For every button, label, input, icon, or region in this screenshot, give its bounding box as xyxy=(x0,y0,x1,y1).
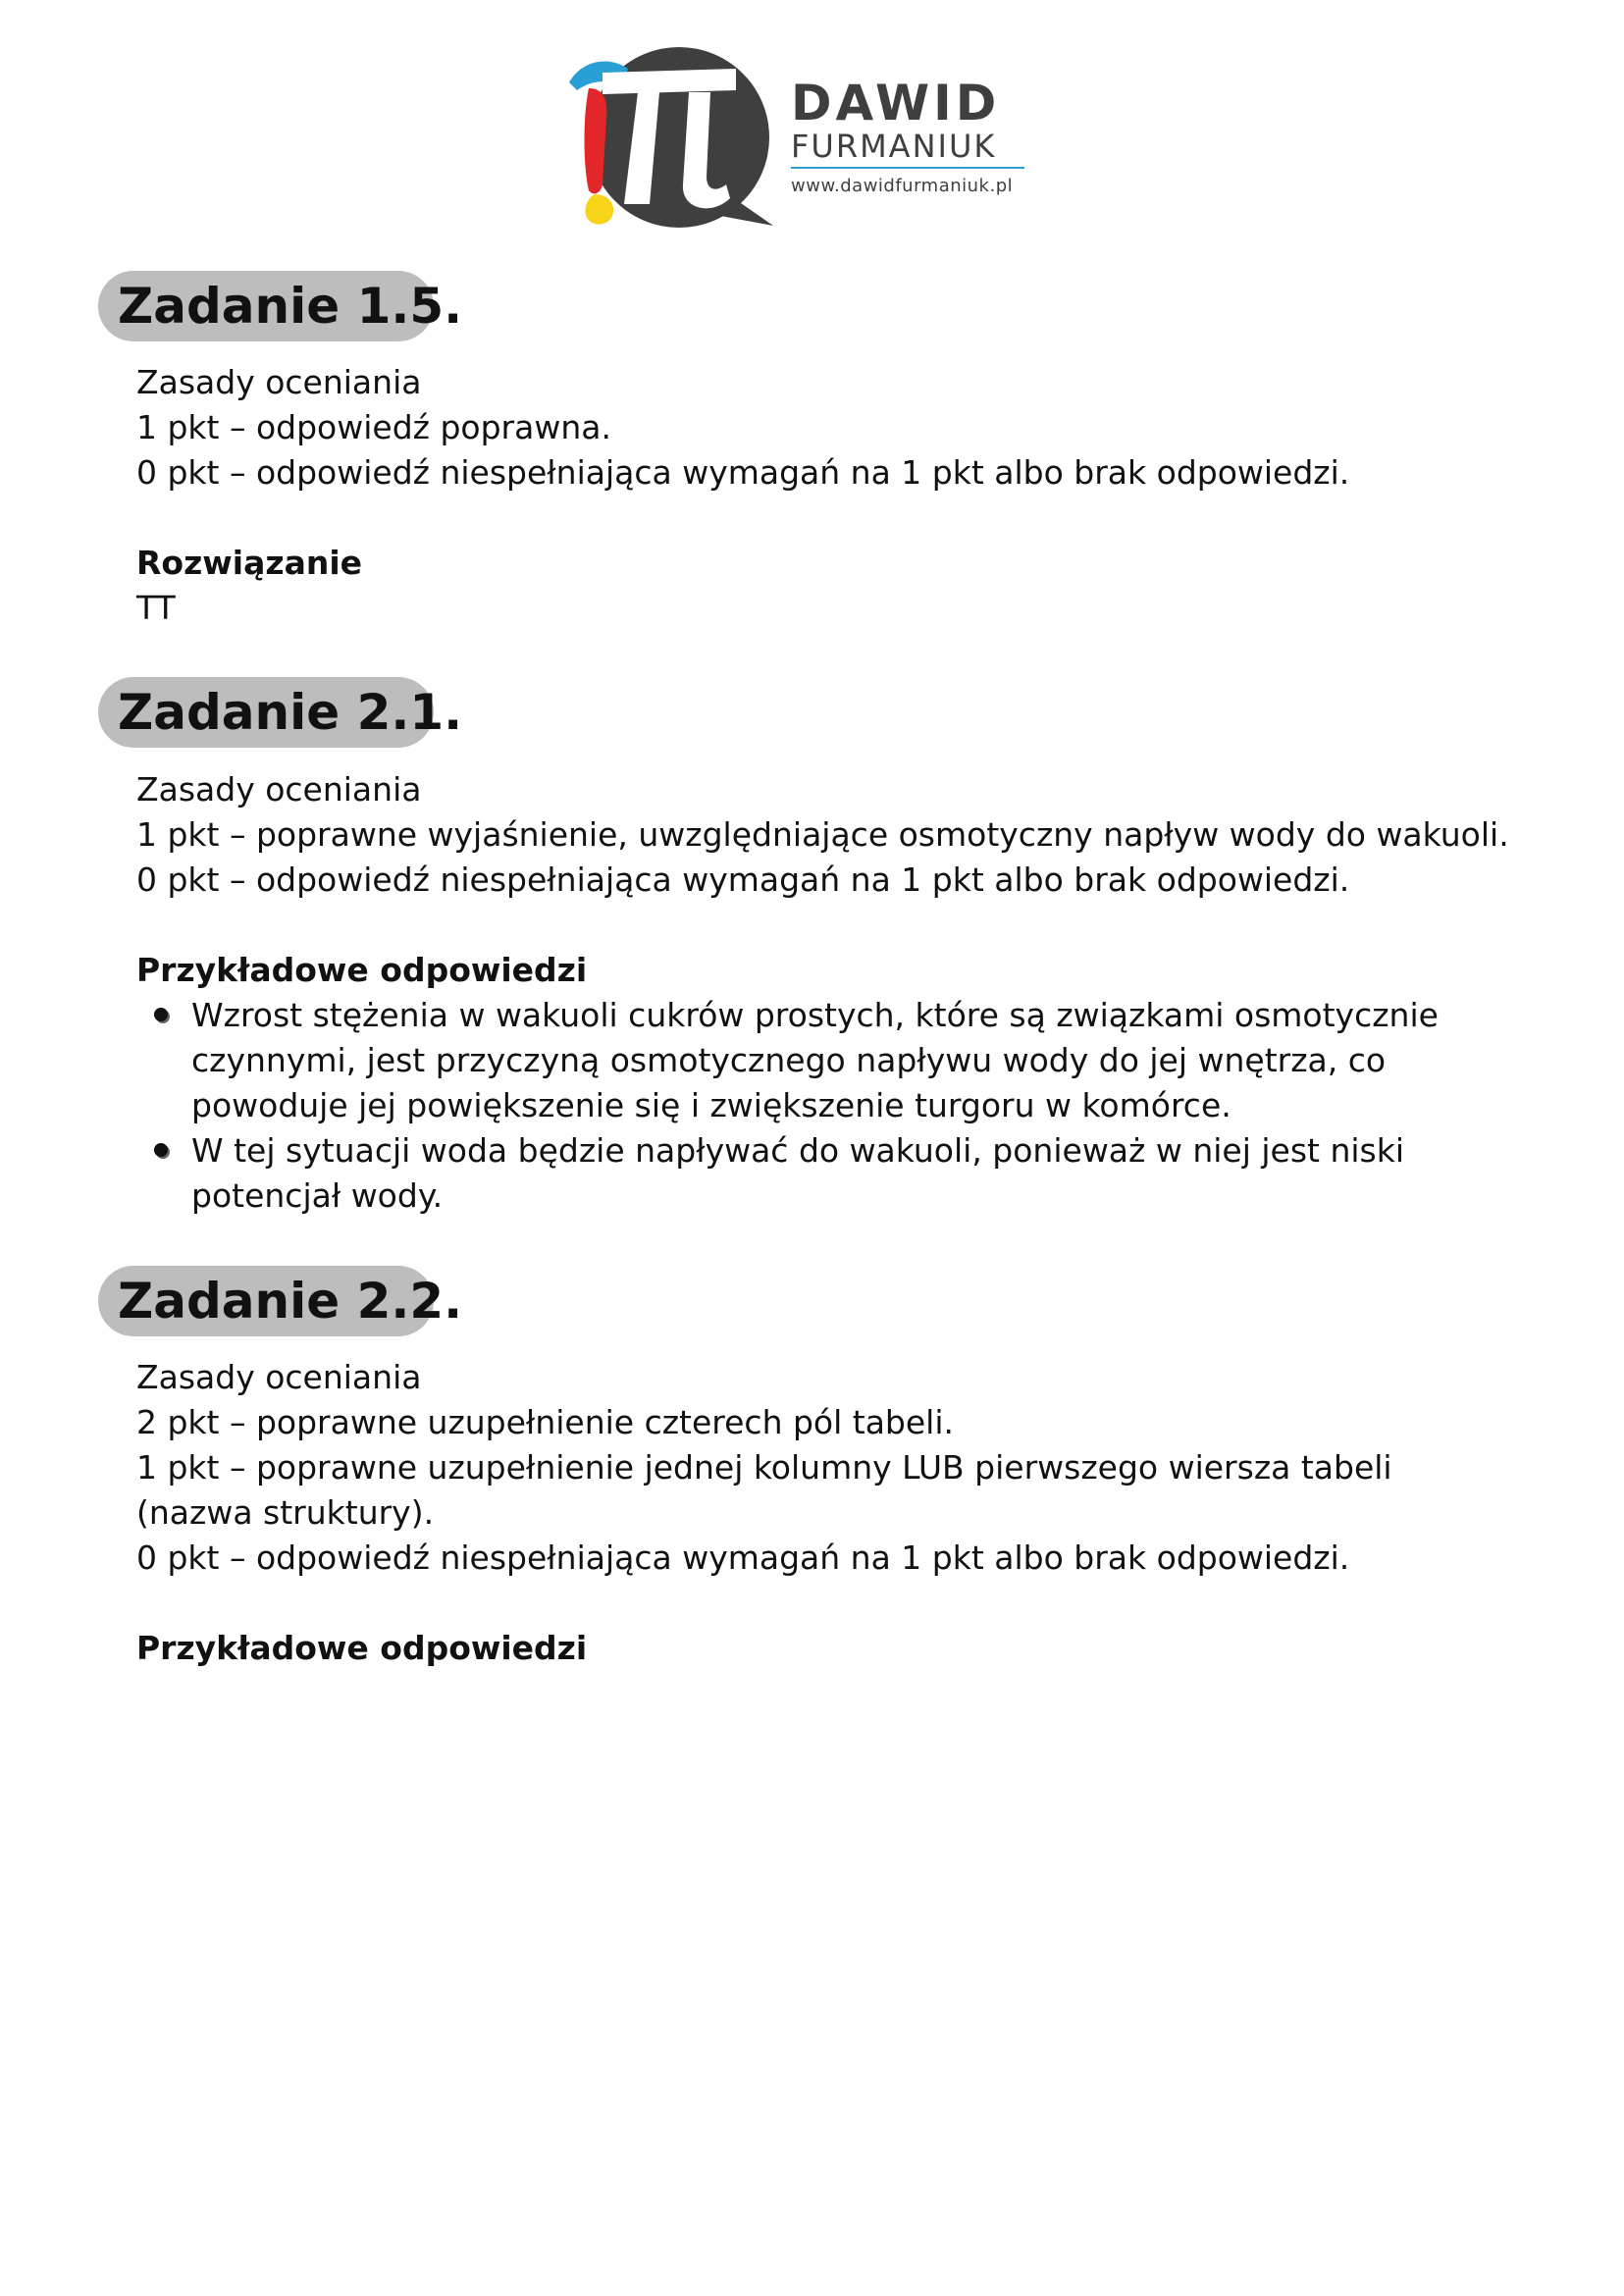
rule-line: 0 pkt – odpowiedź niespełniająca wymagań na 1 pkt albo brak odpowiedzi. xyxy=(136,1539,1350,1577)
spacer xyxy=(136,903,1491,948)
answers-list xyxy=(136,993,1491,1219)
list-item xyxy=(136,993,1471,1128)
logo-name: DAWID xyxy=(791,75,1001,131)
bullet-icon xyxy=(154,1143,168,1157)
spacer xyxy=(136,1581,1491,1626)
rule-line: 2 pkt – poprawne uzupełnienie czterech pól tabeli. xyxy=(136,1403,955,1441)
task-body xyxy=(136,360,1491,631)
brand-logo xyxy=(563,47,1034,234)
rules-heading: Zasady oceniania xyxy=(136,363,422,401)
solution-text: TT xyxy=(136,589,176,627)
solution-heading: Rozwiązanie xyxy=(136,544,363,582)
pi-speech-bubble-icon xyxy=(563,47,779,234)
spacer xyxy=(136,496,1491,541)
rules-heading: Zasady oceniania xyxy=(136,770,422,809)
task-title: Zadanie 1.5. xyxy=(98,271,434,341)
list-item xyxy=(136,1128,1471,1219)
rule-line: 1 pkt – odpowiedź poprawna. xyxy=(136,408,611,446)
rule-line: 0 pkt – odpowiedź niespełniająca wymagań na 1 pkt albo brak odpowiedzi. xyxy=(136,861,1350,899)
logo-surname: FURMANIUK xyxy=(791,130,1024,169)
rules-heading: Zasady oceniania xyxy=(136,1358,422,1396)
logo-wordmark xyxy=(791,77,1036,198)
rule-line: 1 pkt – poprawne wyjaśnienie, uwzględniające osmotyczny napływ wody do wakuoli. xyxy=(136,815,1509,854)
logo-url: www.dawidfurmaniuk.pl xyxy=(791,176,1014,196)
rule-line: 1 pkt – poprawne uzupełnienie jednej kolumny LUB pierwszego wiersza tabeli (nazwa struktury). xyxy=(136,1448,1392,1532)
task-body xyxy=(136,1355,1491,1671)
rule-line: 0 pkt – odpowiedź niespełniająca wymagań na 1 pkt albo brak odpowiedzi. xyxy=(136,453,1350,492)
task-title: Zadanie 2.1. xyxy=(98,677,434,748)
task-body xyxy=(136,767,1509,1219)
answer-text: Wzrost stężenia w wakuoli cukrów prostych, które są związkami osmotycznie czynnymi, jest przyczyną osmotycznego napływu wody do jej wnętrza, co powoduje jej powiększenie się i zwiększenie turgoru w komórce. xyxy=(191,996,1439,1124)
answer-text: W tej sytuacji woda będzie napływać do wakuoli, ponieważ w niej jest niski potencjał wody. xyxy=(191,1131,1405,1215)
task-title: Zadanie 2.2. xyxy=(98,1266,434,1336)
answers-heading: Przykładowe odpowiedzi xyxy=(136,1629,588,1667)
answers-heading: Przykładowe odpowiedzi xyxy=(136,951,588,989)
bullet-icon xyxy=(154,1008,168,1021)
